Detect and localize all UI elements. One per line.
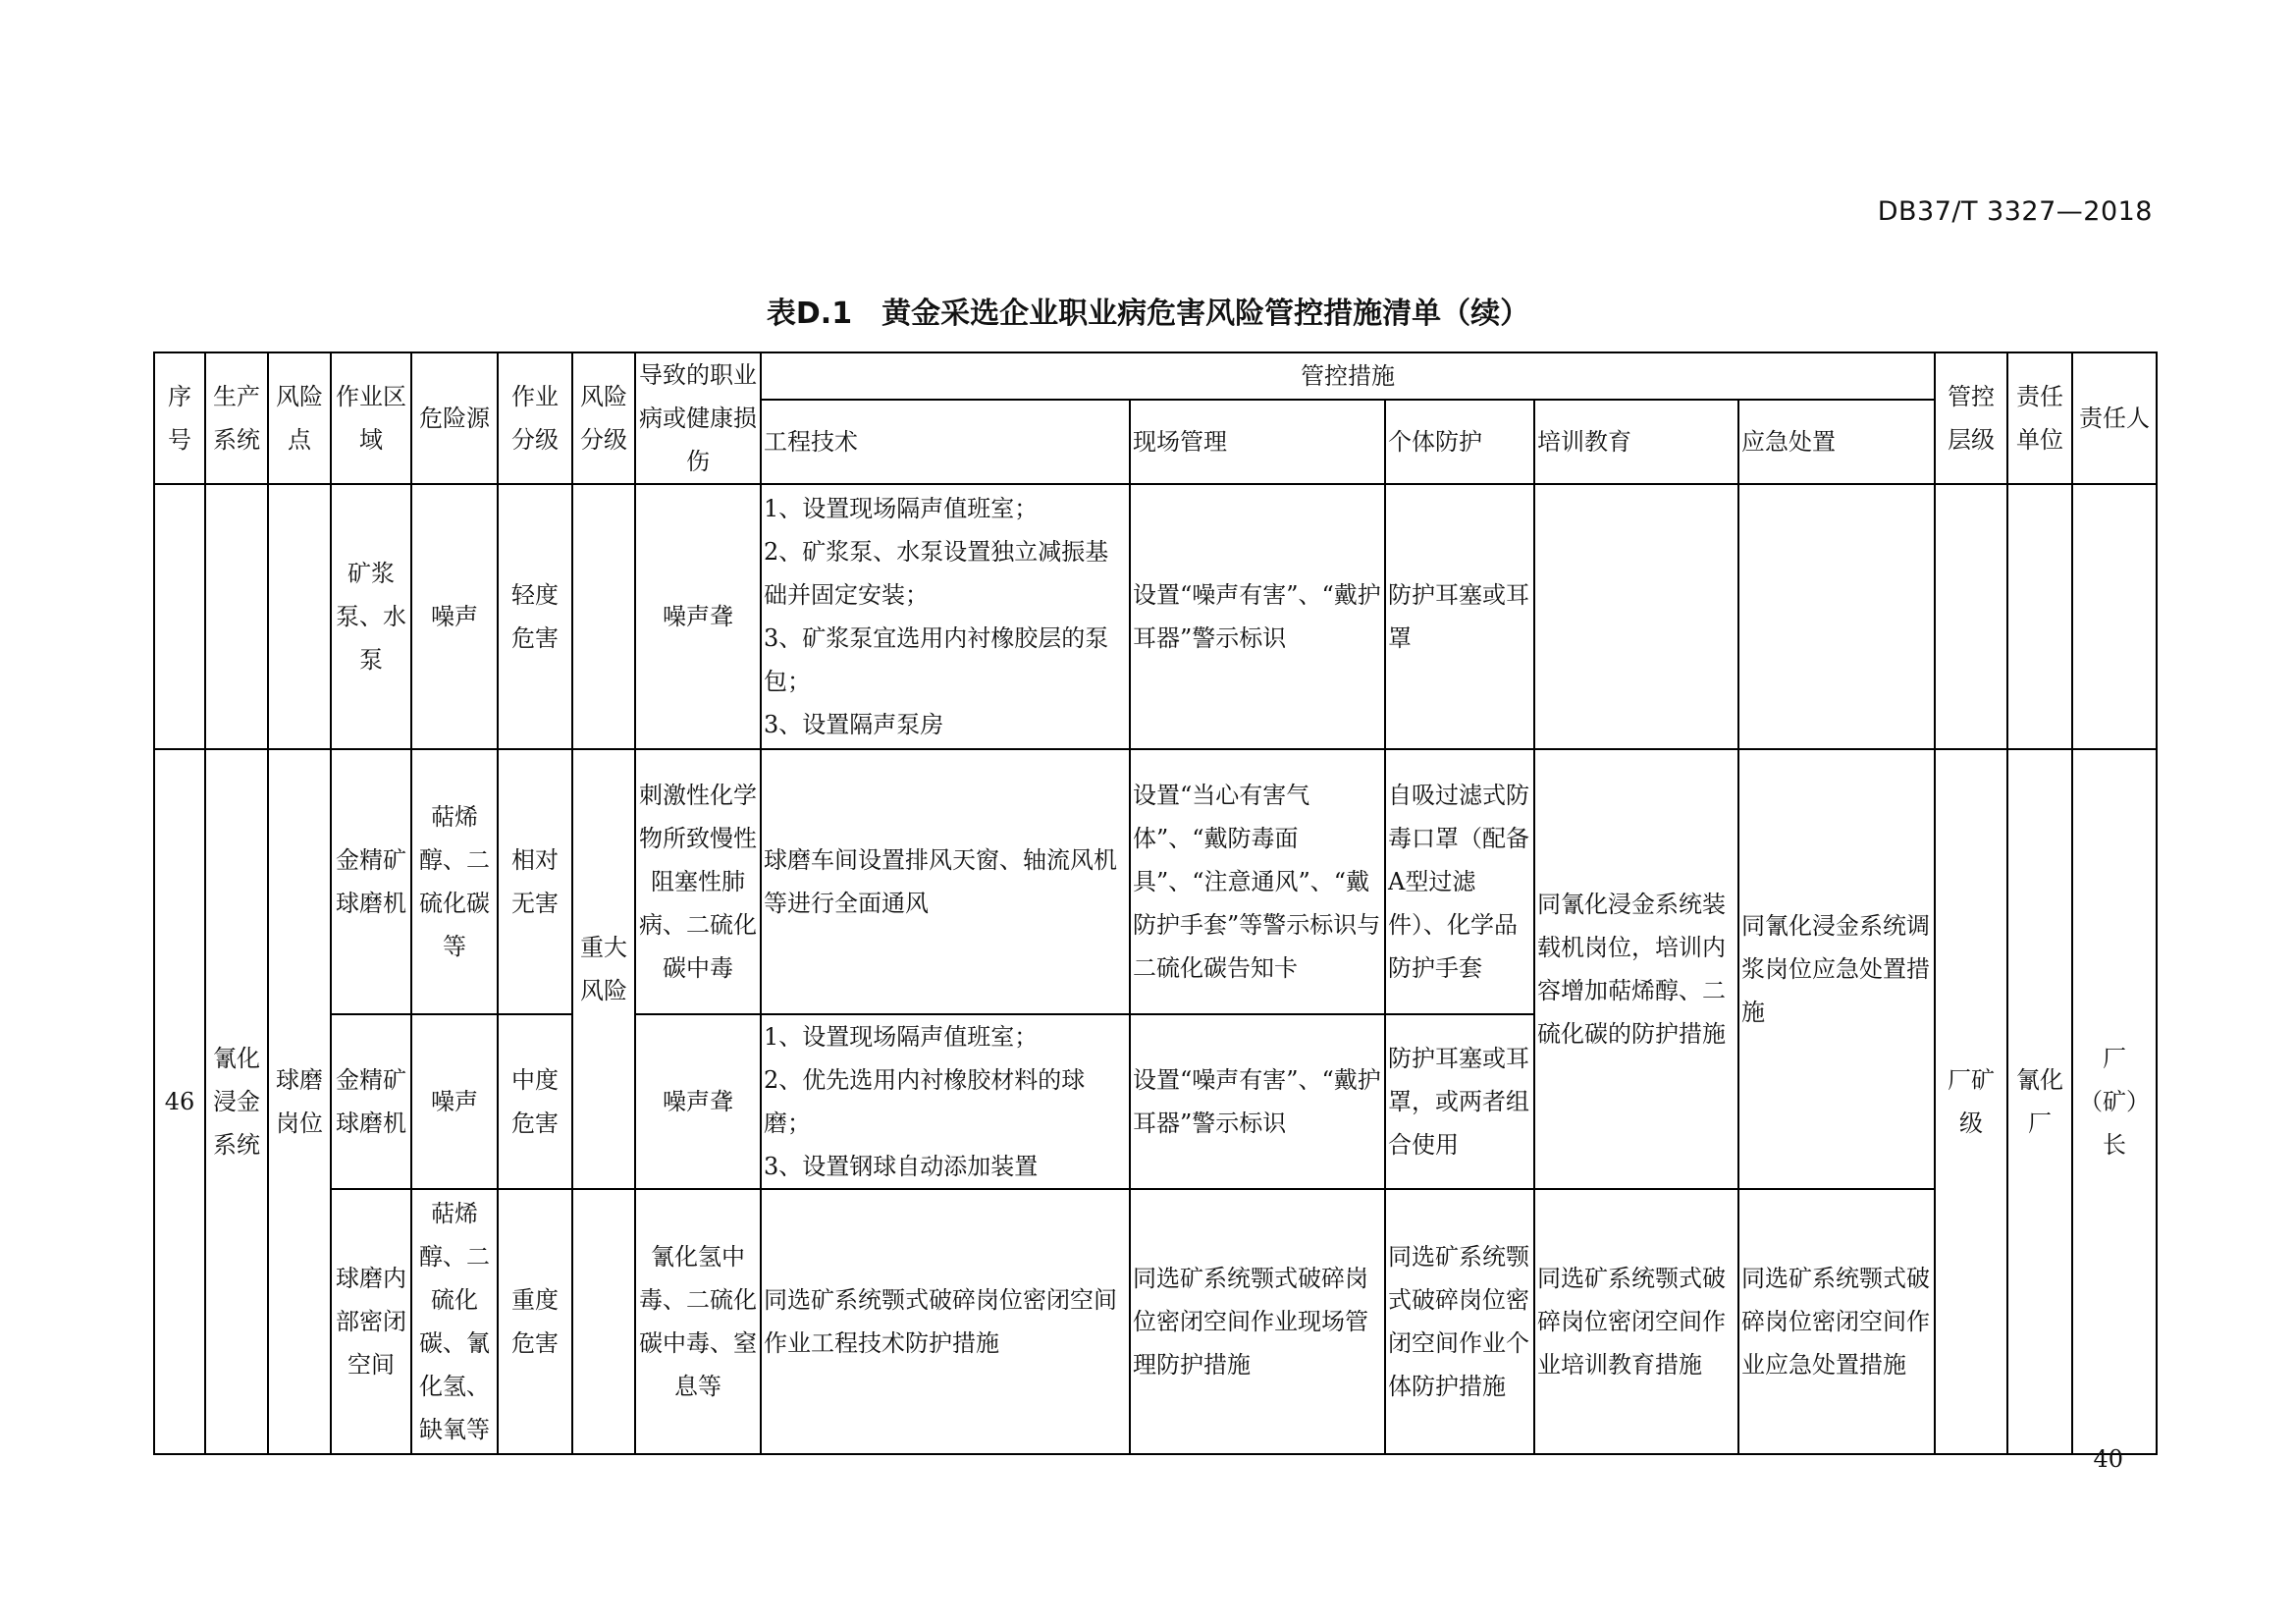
cell-hazard: 萜烯醇、二硫化碳、氰化氢、缺氧等 xyxy=(411,1189,498,1454)
cell-ppe: 防护耳塞或耳罩 xyxy=(1385,484,1534,749)
table-title: 表D.1 黄金采选企业职业病危害风险管控措施清单（续） xyxy=(766,297,1530,331)
cell-work-area: 金精矿球磨机 xyxy=(331,1014,411,1189)
header-ppe: 个体防护 xyxy=(1385,400,1534,484)
cell-unit-empty xyxy=(2007,484,2072,749)
table-row xyxy=(154,484,2157,749)
cell-system: 氰化浸金系统 xyxy=(205,749,268,1454)
header-work-grade: 作业分级 xyxy=(498,352,572,484)
cell-site-management: 设置“噪声有害”、“戴护耳器”警示标识 xyxy=(1130,484,1385,749)
header-risk-point: 风险点 xyxy=(268,352,331,484)
cell-engineering: 1、设置现场隔声值班室； 2、优先选用内衬橡胶材料的球磨； 3、设置钢球自动添加装置 xyxy=(761,1014,1130,1189)
cell-level-empty xyxy=(1935,484,2007,749)
cell-training: 同选矿系统颚式破碎岗位密闭空间作业培训教育措施 xyxy=(1534,1189,1738,1454)
cell-seq-empty xyxy=(154,484,205,749)
cell-work-area: 矿浆泵、水泵 xyxy=(331,484,411,749)
cell-emergency: 同氰化浸金系统调浆岗位应急处置措施 xyxy=(1738,749,1935,1189)
cell-risk-point-empty xyxy=(268,484,331,749)
cell-disease: 刺激性化学物所致慢性阻塞性肺病、二硫化碳中毒 xyxy=(635,749,761,1014)
cell-site-management: 设置“当心有害气体”、“戴防毒面具”、“注意通风”、“戴防护手套”等警示标识与二硫化碳告知卡 xyxy=(1130,749,1385,1014)
cell-emergency-empty xyxy=(1738,484,1935,749)
header-emergency: 应急处置 xyxy=(1738,400,1935,484)
cell-system-empty xyxy=(205,484,268,749)
cell-engineering: 同选矿系统颚式破碎岗位密闭空间作业工程技术防护措施 xyxy=(761,1189,1130,1454)
cell-control-level: 厂矿级 xyxy=(1935,749,2007,1454)
cell-ppe: 防护耳塞或耳罩，或两者组合使用 xyxy=(1385,1014,1534,1189)
header-training: 培训教育 xyxy=(1534,400,1738,484)
cell-risk-grade-empty xyxy=(572,1189,635,1454)
header-disease: 导致的职业病或健康损伤 xyxy=(635,352,761,484)
cell-disease: 噪声聋 xyxy=(635,484,761,749)
cell-work-area: 金精矿球磨机 xyxy=(331,749,411,1014)
cell-site-management: 设置“噪声有害”、“戴护耳器”警示标识 xyxy=(1130,1014,1385,1189)
cell-risk-point: 球磨岗位 xyxy=(268,749,331,1454)
cell-work-grade: 相对无害 xyxy=(498,749,572,1014)
header-control-level: 管控层级 xyxy=(1935,352,2007,484)
document-id: DB37/T 3327—2018 xyxy=(1877,196,2153,227)
cell-work-grade: 轻度危害 xyxy=(498,484,572,749)
header-responsible-person: 责任人 xyxy=(2072,352,2157,484)
header-seq: 序号 xyxy=(154,352,205,484)
cell-training-empty xyxy=(1534,484,1738,749)
header-responsible-unit: 责任单位 xyxy=(2007,352,2072,484)
header-risk-grade: 风险分级 xyxy=(572,352,635,484)
cell-person-empty xyxy=(2072,484,2157,749)
cell-work-grade: 中度危害 xyxy=(498,1014,572,1189)
cell-work-grade: 重度危害 xyxy=(498,1189,572,1454)
cell-disease: 氰化氢中毒、二硫化碳中毒、窒息等 xyxy=(635,1189,761,1454)
table-row xyxy=(154,1189,2157,1454)
cell-responsible-person: 厂（矿）长 xyxy=(2072,749,2157,1454)
cell-ppe: 同选矿系统颚式破碎岗位密闭空间作业个体防护措施 xyxy=(1385,1189,1534,1454)
cell-seq: 46 xyxy=(154,749,205,1454)
cell-hazard: 萜烯醇、二硫化碳等 xyxy=(411,749,498,1014)
cell-hazard: 噪声 xyxy=(411,484,498,749)
cell-engineering: 1、设置现场隔声值班室； 2、矿浆泵、水泵设置独立减振基础并固定安装； 3、矿浆泵宜选用内衬橡胶层的泵包； 3、设置隔声泵房 xyxy=(761,484,1130,749)
header-hazard: 危险源 xyxy=(411,352,498,484)
table-row xyxy=(154,749,2157,1014)
cell-responsible-unit: 氰化厂 xyxy=(2007,749,2072,1454)
cell-hazard: 噪声 xyxy=(411,1014,498,1189)
cell-ppe: 自吸过滤式防毒口罩（配备A型过滤件）、化学品防护手套 xyxy=(1385,749,1534,1014)
cell-site-management: 同选矿系统颚式破碎岗位密闭空间作业现场管理防护措施 xyxy=(1130,1189,1385,1454)
header-measures: 管控措施 xyxy=(761,352,1935,400)
page-number: 40 xyxy=(2093,1445,2123,1473)
cell-engineering: 球磨车间设置排风天窗、轴流风机等进行全面通风 xyxy=(761,749,1130,1014)
cell-emergency: 同选矿系统颚式破碎岗位密闭空间作业应急处置措施 xyxy=(1738,1189,1935,1454)
cell-disease: 噪声聋 xyxy=(635,1014,761,1189)
cell-work-area: 球磨内部密闭空间 xyxy=(331,1189,411,1454)
header-system: 生产系统 xyxy=(205,352,268,484)
risk-control-table xyxy=(153,352,2158,1455)
cell-training: 同氰化浸金系统装载机岗位，培训内容增加萜烯醇、二硫化碳的防护措施 xyxy=(1534,749,1738,1189)
cell-risk-grade: 重大风险 xyxy=(572,749,635,1189)
cell-risk-grade-empty xyxy=(572,484,635,749)
header-work-area: 作业区域 xyxy=(331,352,411,484)
header-engineering: 工程技术 xyxy=(761,400,1130,484)
header-site-management: 现场管理 xyxy=(1130,400,1385,484)
